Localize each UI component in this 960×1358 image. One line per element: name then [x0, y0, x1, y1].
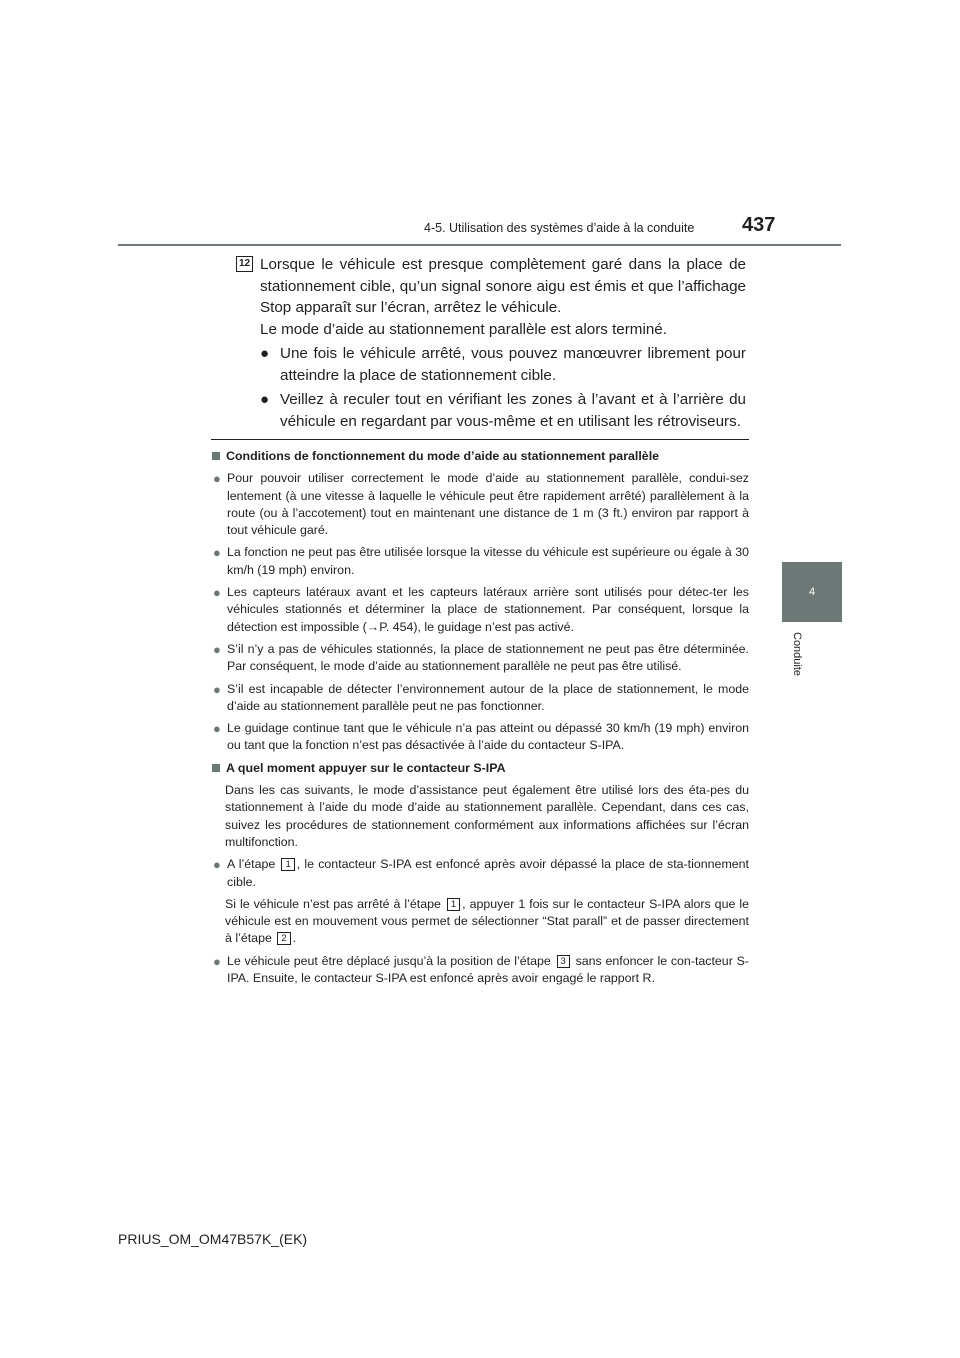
note-text: S’il n’y a pas de véhicules stationnés, la place de stationnement ne peut pas être déterminée. Par conséquent, le mode d’aide au stationnement parallèle ne peut pas être utilisé. — [227, 641, 749, 674]
note-text-part: , le contacteur S-IPA est enfoncé après avoir dépassé la place de sta-tionnement cible. — [227, 857, 749, 889]
notes-area — [211, 448, 749, 992]
note-text-part: , appuyer 1 fois sur le contacteur S-IPA alors que le véhicule est en mouvement vous permet de sélectionner “Stat parall” et de passer directement à l’étape — [225, 896, 749, 946]
section-heading-text: Conditions de fonctionnement du mode d’aide au stationnement parallèle — [226, 449, 660, 463]
note-item — [211, 720, 749, 755]
section-divider — [211, 439, 749, 440]
bullet-dot-icon: ● — [213, 471, 221, 487]
step-text-result: Le mode d’aide au stationnement parallèle est alors terminé. — [260, 320, 667, 338]
step-bullet-text: Veillez à reculer tout en vérifiant les zones à l’avant et à l’arrière du véhicule en regardant par vous-même et en utilisant les rétroviseurs. — [280, 391, 746, 430]
bullet-dot-icon: ● — [260, 391, 270, 408]
step-ref-box: 3 — [557, 955, 570, 968]
header-rule — [118, 244, 841, 246]
note-text — [227, 856, 749, 891]
bullet-dot-icon: ● — [213, 545, 221, 561]
note-item — [211, 681, 749, 716]
section-heading — [211, 448, 749, 465]
note-text-part: A l’étape — [227, 857, 276, 872]
note-text-part: Si le véhicule n’est pas arrêté à l’étape — [225, 896, 441, 911]
step-content — [260, 254, 746, 432]
note-text: La fonction ne peut pas être utilisée lorsque la vitesse du véhicule est supérieure ou égale à 30 km/h (19 mph) environ. — [227, 545, 749, 577]
chapter-tab-number: 4 — [808, 586, 816, 598]
step-ref-box: 2 — [277, 932, 290, 945]
footer-document-code: PRIUS_OM_OM47B57K_(EK) — [118, 1231, 308, 1247]
note-text — [227, 953, 749, 988]
note-item — [211, 584, 749, 636]
step-ref-box: 1 — [447, 898, 460, 911]
bullet-dot-icon: ● — [213, 721, 221, 737]
section-heading — [211, 760, 749, 777]
chapter-tab — [782, 562, 842, 622]
note-item — [211, 470, 749, 539]
page-number: 437 — [742, 214, 776, 236]
note-text-part: sans enfoncer le con-tacteur S-IPA. Ensuite, le contacteur S-IPA est enfoncé après avoir engagé le rapport R. — [227, 953, 749, 986]
step-text: Lorsque le véhicule est presque complètement garé dans la place de stationnement cible, qu’un signal sonore aigu est émis et que l’affichage Stop apparaît sur l’écran, arrêtez le véhicule. — [260, 256, 746, 316]
note-item — [211, 641, 749, 676]
header-section-title: 4-5. Utilisation des systèmes d’aide à la conduite — [424, 221, 695, 235]
note-text: S’il est incapable de détecter l’environnement autour de la place de stationnement, le mode d’aide au stationnement parallèle peut ne pas fonctionner. — [227, 681, 749, 713]
note-subparagraph — [211, 896, 749, 948]
bullet-dot-icon: ● — [213, 681, 221, 697]
note-text: Pour pouvoir utiliser correctement le mode d’aide au stationnement parallèle, condui-sez lentement (à une vitesse à laquelle le véhicule peut être rapidement arrêté) parallèlement à la route (ou à l’accotement) tout en maintenant une distance de 1 m (3 ft.) environ par rapport à tout véhicule garé. — [227, 471, 749, 538]
note-text-part: . — [292, 931, 297, 946]
section-intro: Dans les cas suivants, le mode d’assistance peut également être utilisé lors des éta-pes du stationnement à l’aide du mode d’aide au stationnement parallèle. Cependant, dans ces cas, suivez les procédures de stationnement conformément aux informations affichées sur l’écran multifonction. — [225, 783, 749, 849]
bullet-dot-icon: ● — [213, 953, 221, 969]
step-number-box: 12 — [236, 256, 253, 272]
bullet-dot-icon: ● — [213, 857, 221, 873]
note-item — [211, 544, 749, 579]
note-item — [211, 856, 749, 891]
note-text-part: Le véhicule peut être déplacé jusqu’à la position de l’étape — [227, 953, 551, 968]
bullet-dot-icon: ● — [213, 641, 221, 657]
bullet-dot-icon: ● — [213, 585, 221, 601]
step-bullet — [260, 343, 746, 386]
square-bullet-icon — [212, 452, 220, 460]
step-bullet-text: Une fois le véhicule arrêté, vous pouvez manœuvrer librement pour atteindre la place de stationnement cible. — [280, 345, 746, 384]
note-text: Les capteurs latéraux avant et les capteurs latéraux arrière sont utilisés pour détec-ter les véhicules stationnés et déterminer la place de stationnement. Par conséquent, lorsque la détection est impossible (→P. 454), le guidage n’est pas activé. — [227, 585, 749, 634]
section-heading-text: A quel moment appuyer sur le contacteur S-IPA — [226, 760, 506, 775]
chapter-tab-label: Conduite — [791, 632, 803, 677]
bullet-dot-icon: ● — [260, 345, 270, 362]
step-ref-box: 1 — [281, 858, 294, 871]
square-bullet-icon — [212, 764, 220, 772]
note-text: Le guidage continue tant que le véhicule n’a pas atteint ou dépassé 30 km/h (19 mph) environ ou tant que la fonction n’est pas désactivée à l’aide du contacteur S-IPA. — [227, 721, 749, 753]
note-item — [211, 953, 749, 988]
step-bullet — [260, 389, 746, 432]
